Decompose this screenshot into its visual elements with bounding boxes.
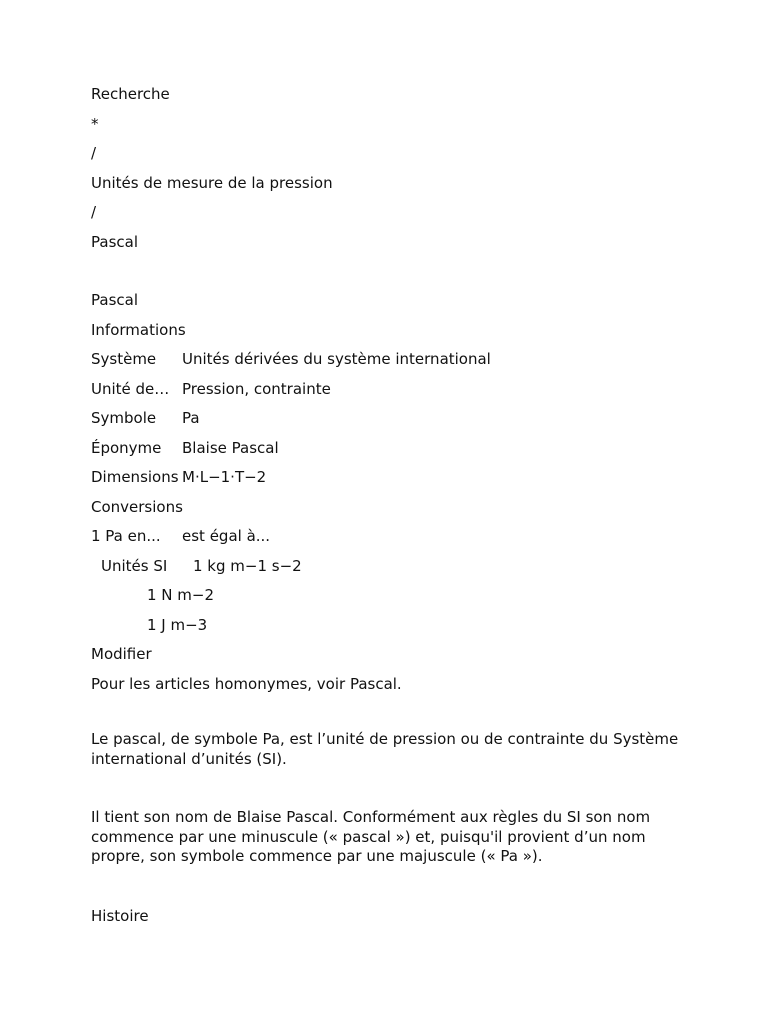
conversion-label[interactable]: Unités SI — [101, 556, 168, 575]
conversion-row — [91, 585, 691, 615]
infobox-title: Pascal — [91, 291, 138, 309]
conversion-row — [91, 556, 691, 586]
breadcrumb-separator: / — [91, 144, 97, 162]
infobox-row-value: Pa — [182, 409, 200, 427]
conversion-value: 1 J m−3 — [147, 615, 208, 634]
spacer — [91, 867, 691, 906]
infobox-row-label: Dimensions — [91, 468, 179, 486]
breadcrumb-root[interactable]: Recherche — [91, 85, 170, 103]
section-heading-histoire: Histoire — [91, 906, 149, 925]
infobox-row-label: Symbole — [91, 409, 157, 427]
edit-link[interactable]: Modifier — [91, 645, 152, 663]
infobox-section-conversions: Conversions — [91, 497, 183, 516]
conversion-value: 1 N m−2 — [147, 586, 215, 604]
infobox-row-label: Unité de… — [91, 379, 170, 398]
breadcrumb-star: * — [91, 114, 99, 133]
infobox-section-informations: Informations — [91, 320, 186, 339]
breadcrumb-category[interactable]: Unités de mesure de la pression — [91, 173, 333, 192]
spacer — [91, 261, 691, 290]
infobox-row-value[interactable]: Blaise Pascal — [182, 438, 279, 457]
infobox-row-label: Éponyme — [91, 438, 162, 457]
infobox-row-dimensions — [91, 467, 691, 497]
infobox-row-symbole — [91, 408, 691, 438]
paragraph-name-origin: Il tient son nom de Blaise Pascal. Conformément aux règles du SI son nom commence par une minuscule (« pascal ») et, puisqu'il provient d’un nom propre, son symbole commence par une majuscule (« Pa »). — [91, 808, 651, 865]
breadcrumb-current: Pascal — [91, 232, 138, 251]
infobox-row-systeme — [91, 349, 691, 379]
conversion-header-right: est égal à... — [182, 527, 271, 545]
infobox-row-label: Système — [91, 350, 157, 368]
infobox-row-value[interactable]: Pression, contrainte — [182, 379, 331, 398]
paragraph-intro: Le pascal, de symbole Pa, est l’unité de pression ou de contrainte du Système international d’unités (SI). — [91, 730, 679, 768]
homonym-note: Pour les articles homonymes, voir Pascal. — [91, 674, 402, 693]
infobox-row-value: M·L−1·T−2 — [182, 468, 267, 486]
infobox-row-value[interactable]: Unités dérivées du système international — [182, 350, 491, 368]
infobox-row-unite — [91, 379, 691, 409]
conversion-row — [91, 615, 691, 645]
breadcrumb-separator: / — [91, 203, 97, 221]
article — [91, 84, 691, 935]
spacer — [91, 769, 691, 808]
conversion-header-left: 1 Pa en... — [91, 527, 161, 545]
spacer — [91, 703, 691, 730]
conversion-header — [91, 526, 691, 556]
infobox-row-eponyme — [91, 438, 691, 468]
conversion-value: 1 kg m−1 s−2 — [193, 556, 302, 575]
